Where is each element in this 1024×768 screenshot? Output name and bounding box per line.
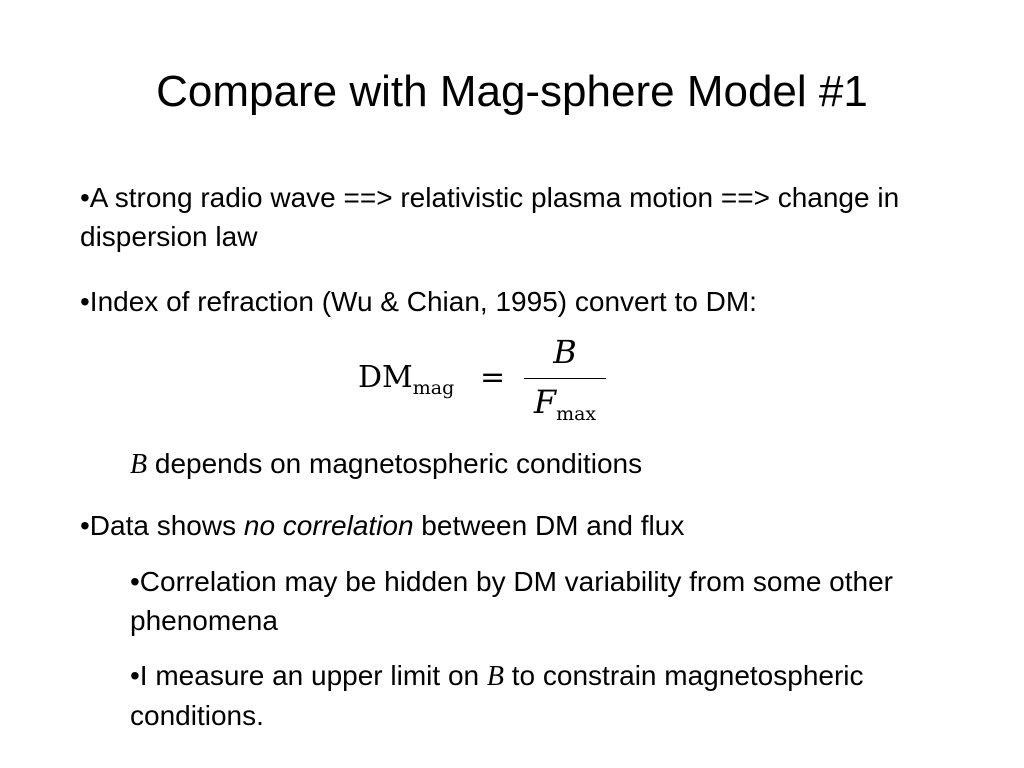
equation-denominator — [524, 382, 606, 434]
b-variable: B — [130, 449, 148, 480]
b-depends-text: depends on magnetospheric conditions — [147, 448, 643, 479]
equation-numerator: B — [553, 333, 577, 371]
sub-bullet-correlation-hidden: •Correlation may be hidden by DM variability from some other phenomena — [130, 566, 893, 636]
sub-bullet-upper-limit — [130, 656, 930, 735]
equation-lhs — [358, 360, 454, 406]
fraction-bar — [524, 378, 606, 379]
equation-lhs-subscript: mag — [412, 377, 455, 399]
upper-limit-suffix: to constrain magnetospheric conditions. — [130, 660, 864, 731]
equation-lhs-main: DM — [358, 360, 413, 395]
slide-title: Compare with Mag-sphere Model #1 — [156, 67, 868, 116]
equation-fraction — [524, 332, 606, 428]
equation-denominator-var: F — [533, 383, 557, 421]
bullet-strong-radio-wave: •A strong radio wave ==> relativistic plasma motion ==> change in dispersion law — [80, 182, 900, 252]
data-shows-suffix: between DM and flux — [413, 510, 685, 541]
bullet-b-depends — [130, 444, 950, 484]
upper-limit-prefix: •I measure an upper limit on — [130, 660, 487, 691]
b-variable: B — [486, 661, 504, 692]
no-correlation-emphasis: no correlation — [243, 510, 414, 541]
equation-equals-sign: = — [480, 360, 506, 395]
equation-denominator-subscript: max — [556, 403, 597, 425]
data-shows-prefix: •Data shows — [80, 510, 244, 541]
bullet-data-shows — [80, 506, 940, 545]
bullet-index-of-refraction: •Index of refraction (Wu & Chian, 1995) convert to DM: — [80, 286, 757, 317]
